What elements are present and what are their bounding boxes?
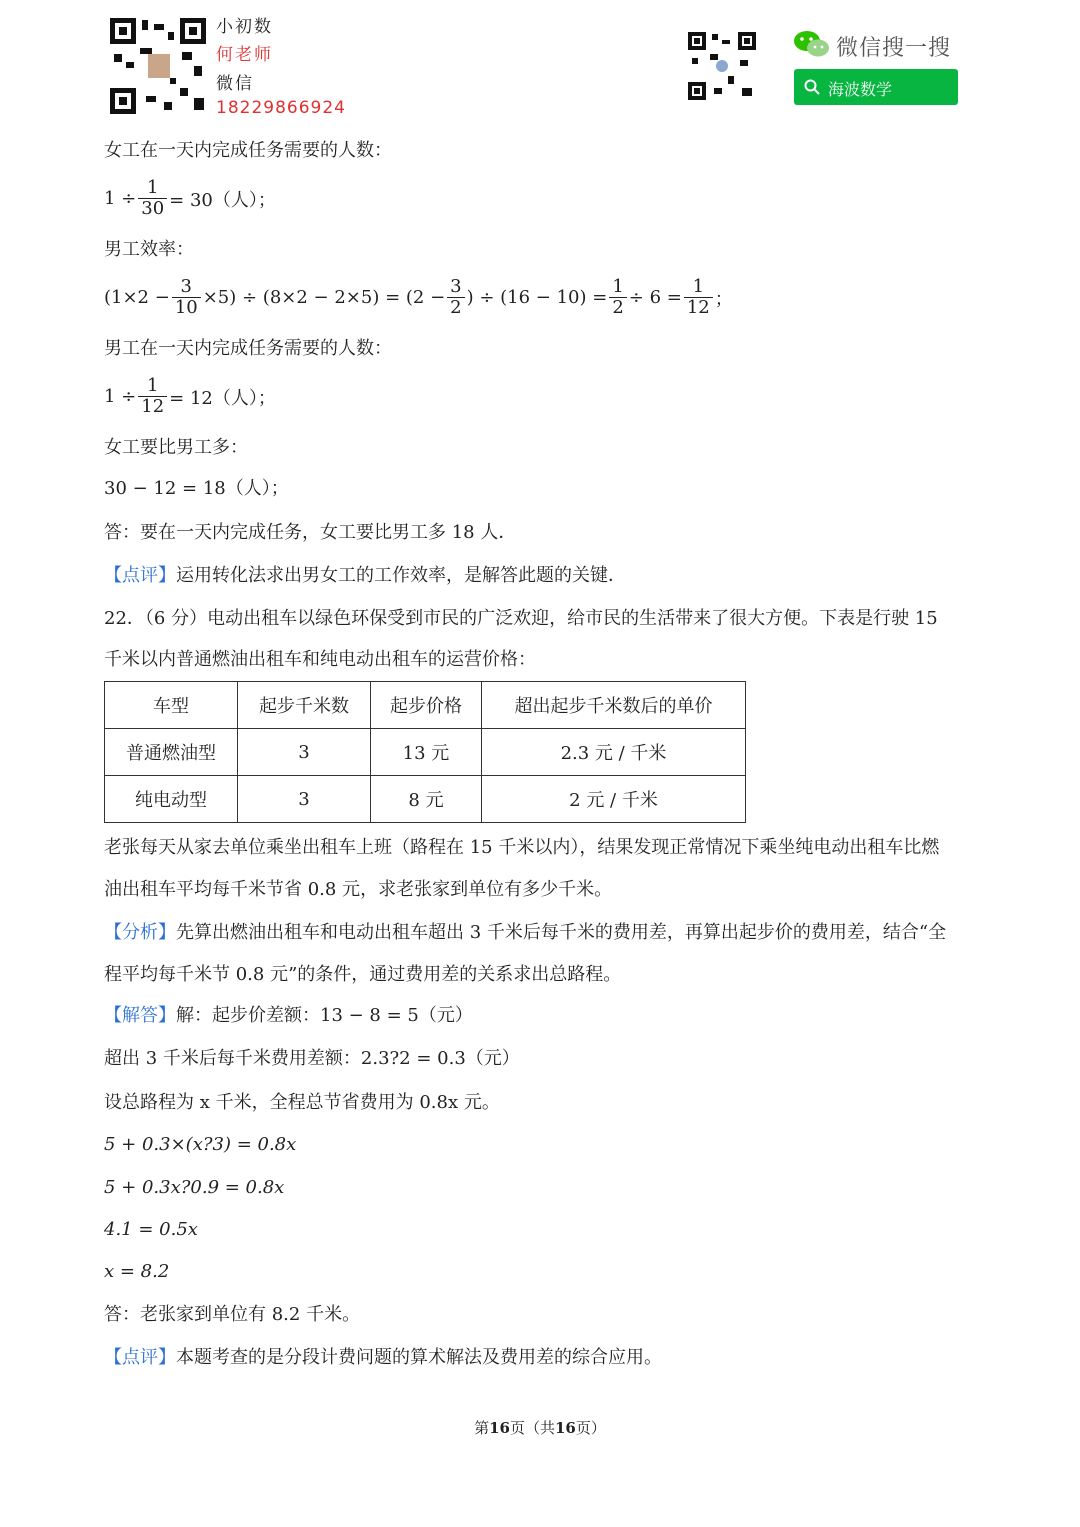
page-footer: [0, 1417, 1080, 1438]
table-header-cell: 超出起步千米数后的单价: [482, 682, 746, 729]
fraction-denominator: 12: [141, 396, 165, 417]
eq-text: ；: [714, 288, 733, 310]
qr-code-left: [110, 18, 206, 114]
eq-text: ÷ 6 =: [628, 287, 682, 308]
qr-center-icon: [716, 60, 728, 72]
handwritten-line-3: 微信: [216, 74, 254, 94]
eq-text: = 30（人）；: [169, 189, 276, 211]
handwritten-phone: 18229866924: [216, 98, 346, 118]
solution-line: 设总路程为 x 千米，全程总节省费用为 0.8x 元。: [104, 1092, 500, 1113]
table-cell: 2.3 元 / 千米: [482, 729, 746, 776]
review-tag: 【点评】: [104, 1347, 176, 1368]
review-line: [104, 565, 626, 587]
fraction-denominator: 12: [686, 297, 710, 318]
question-line: 千米以内普通燃油出租车和纯电动出租车的运营价格：: [104, 649, 536, 670]
text-line: 男工在一天内完成任务需要的人数：: [104, 338, 392, 359]
fraction: [138, 376, 167, 417]
fraction-numerator: 3: [447, 277, 464, 298]
text-line: 女工要比男工多：: [104, 437, 248, 458]
solution-line: 超出 3 千米后每千米费用差额：2.3?2 = 0.3（元）: [104, 1048, 520, 1069]
solution-step: 5 + 0.3×(x?3) = 0.8x: [104, 1134, 297, 1155]
fraction-numerator: 1: [138, 376, 167, 397]
review-text: 运用转化法求出男女工的工作效率，是解答此题的关键．: [176, 565, 626, 586]
equation-3: [104, 376, 276, 417]
review-tag: 【点评】: [104, 565, 176, 586]
avatar: [148, 54, 170, 78]
footer-text: 页）: [575, 1419, 606, 1437]
qr-code-right: [688, 32, 756, 100]
fraction: [684, 277, 713, 318]
solution-line: [104, 1005, 473, 1027]
solution-text: 解：起步价差额：13 − 8 = 5（元）: [176, 1005, 473, 1026]
fraction-denominator: 30: [141, 198, 165, 219]
table-row: [105, 729, 746, 776]
footer-text: 页（共: [509, 1419, 555, 1437]
review-line: [104, 1347, 662, 1369]
text-line: 女工在一天内完成任务需要的人数：: [104, 140, 392, 161]
fraction: [138, 178, 167, 219]
table-header-cell: 起步价格: [371, 682, 482, 729]
table-cell: 13 元: [371, 729, 482, 776]
question-line: 老张每天从家去单位乘坐出租车上班（路程在 15 千米以内），结果发现正常情况下乘坐纯电动出租车比燃: [104, 837, 940, 858]
table-cell: 3: [238, 729, 371, 776]
footer-text: 第: [474, 1419, 490, 1437]
table-row: [105, 776, 746, 823]
table-cell: 2 元 / 千米: [482, 776, 746, 823]
table-cell: 8 元: [371, 776, 482, 823]
analysis-line: [104, 922, 946, 944]
review-text: 本题考查的是分段计费问题的算术解法及费用差的综合应用。: [176, 1347, 662, 1368]
answer-tag: 【解答】: [104, 1005, 176, 1026]
solution-step: 4.1 = 0.5x: [104, 1219, 198, 1240]
wechat-icon: [792, 28, 832, 60]
fraction: [447, 277, 464, 318]
eq-text: 1 ÷: [104, 188, 137, 209]
text-line: 男工效率：: [104, 239, 194, 260]
answer-line: 答：要在一天内完成任务，女工要比男工多 18 人．: [104, 522, 517, 543]
question-line: 22．（6 分）电动出租车以绿色环保受到市民的广泛欢迎，给市民的生活带来了很大方便。下表是行驶 15: [104, 608, 938, 629]
solution-step: 5 + 0.3x?0.9 = 0.8x: [104, 1177, 285, 1198]
fraction-denominator: 10: [174, 297, 198, 318]
page-number: 16: [489, 1419, 510, 1437]
price-table: [104, 681, 746, 823]
fraction: [172, 277, 201, 318]
fraction-denominator: 2: [612, 297, 624, 318]
fraction-numerator: 1: [138, 178, 167, 199]
search-icon: [804, 79, 820, 95]
handwritten-line-2: 何老师: [216, 45, 273, 65]
eq-text: (1×2 −: [104, 287, 170, 308]
table-cell: 3: [238, 776, 371, 823]
fraction-denominator: 2: [450, 297, 462, 318]
search-account-box[interactable]: [794, 69, 958, 105]
eq-text: ×5) ÷ (8×2 − 2×5) = (2 −: [202, 287, 446, 308]
solution-step: x = 8.2: [104, 1261, 170, 1282]
table-cell: 纯电动型: [105, 776, 238, 823]
table-header-cell: 车型: [105, 682, 238, 729]
fraction-numerator: 3: [172, 277, 201, 298]
analysis-text: 先算出燃油出租车和电动出租车超出 3 千米后每千米的费用差，再算出起步价的费用差，结合“全: [176, 922, 947, 943]
answer-line: 答：老张家到单位有 8.2 千米。: [104, 1304, 361, 1325]
table-header-cell: 起步千米数: [238, 682, 371, 729]
search-account-label: 海波数学: [828, 80, 893, 99]
table-header-row: [105, 682, 746, 729]
eq-text: ) ÷ (16 − 10) =: [466, 287, 608, 308]
equation-1: [104, 178, 276, 219]
wechat-search-title: 微信搜一搜: [836, 36, 952, 61]
fraction-numerator: 1: [609, 277, 626, 298]
question-line: 油出租车平均每千米节省 0.8 元，求老张家到单位有多少千米。: [104, 879, 613, 900]
eq-text: 1 ÷: [104, 386, 137, 407]
eq-text: = 12（人）；: [169, 387, 276, 409]
equation-2: [104, 277, 733, 318]
analysis-tag: 【分析】: [104, 922, 176, 943]
fraction-numerator: 1: [684, 277, 713, 298]
page-total: 16: [555, 1419, 576, 1437]
analysis-line: 程平均每千米节 0.8 元”的条件，通过费用差的关系求出总路程。: [104, 964, 622, 985]
handwritten-line-1: 小初数: [216, 17, 273, 37]
equation-4: 30 − 12 = 18（人）；: [104, 478, 289, 499]
fraction: [609, 277, 626, 318]
table-cell: 普通燃油型: [105, 729, 238, 776]
